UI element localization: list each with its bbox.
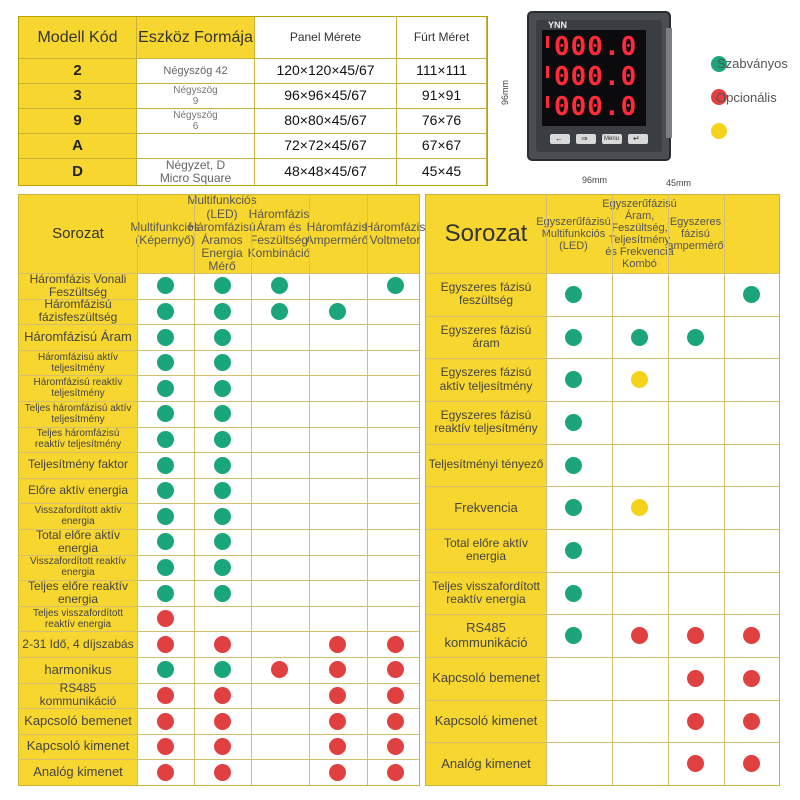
optional-dot (329, 713, 346, 730)
standard-dot (214, 585, 231, 602)
optional-dot (387, 764, 404, 781)
standard-dot (214, 559, 231, 576)
standard-dot (565, 585, 582, 602)
yellow-dot (631, 499, 648, 516)
feature-label: Egyszeres fázisú áram (440, 322, 532, 350)
column-header (724, 199, 779, 269)
standard-dot (157, 585, 174, 602)
standard-dot (271, 303, 288, 320)
optional-dot (743, 713, 760, 730)
display-line-3: 000.0 (554, 92, 638, 122)
feature-label: Kapcsoló kimenet (26, 738, 130, 754)
feature-label: Előre aktív energia (27, 483, 129, 497)
standard-dot (214, 380, 231, 397)
single-phase-feature-table (425, 194, 780, 786)
spec-shape: Négyszög 42 (137, 59, 255, 84)
feature-label: Total előre aktív energia (35, 527, 121, 555)
column-header: Egyszeres fázisú ampermérő (667, 215, 724, 253)
feature-label: Teljes visszafordított reaktív energia (32, 607, 124, 630)
feature-label: Teljes háromfázisú reaktív teljesítmény (34, 428, 122, 451)
column-divider (194, 195, 195, 785)
feature-label: Egyszeres fázisú aktív teljesítmény (439, 365, 533, 393)
feature-label: Total előre aktív energia (443, 536, 529, 564)
feature-label: Háromfázisú Áram (24, 328, 132, 344)
feature-label: Teljes visszafordított reaktív energia (431, 578, 541, 606)
spec-panel: 120×120×45/67 (255, 59, 397, 84)
menu-button-label: Menu (604, 136, 620, 142)
spec-hole: 111×111 (397, 59, 487, 84)
standard-dot (157, 431, 174, 448)
feature-label: Visszafordított reaktív energia (30, 556, 126, 579)
feature-label: Egyszeres fázisú reaktív teljesítmény (434, 408, 538, 436)
spec-panel: 48×48×45/67 (255, 159, 397, 185)
feature-label: Visszafordított aktív energia (34, 505, 122, 528)
optional-dot (329, 636, 346, 653)
spec-shape: Négyzet, D Micro Square (137, 159, 255, 185)
spec-panel: 96×96×45/67 (255, 84, 397, 109)
optional-dot (687, 755, 704, 772)
column-divider (137, 195, 138, 785)
standard-dot (157, 533, 174, 550)
optional-dot (687, 713, 704, 730)
dim-width-label: 96mm (582, 175, 608, 185)
spec-code: D (19, 159, 137, 185)
standard-dot (565, 371, 582, 388)
optional-dot (157, 636, 174, 653)
standard-dot (157, 661, 174, 678)
standard-dot (565, 542, 582, 559)
column-header: Multifunkciós (LED) Háromfázisú Áramos Energia Mérő (187, 193, 257, 274)
standard-dot (565, 457, 582, 474)
feature-label: 2-31 Idő, 4 díjszabás (22, 636, 134, 651)
optional-dot (214, 738, 231, 755)
spec-code: 2 (19, 59, 137, 84)
standard-dot (157, 508, 174, 525)
feature-label: Háromfázisú fázisfeszültség (38, 297, 118, 325)
header-panel-size: Panel Mérete (255, 17, 397, 59)
header-device-shape: Eszköz Formája (137, 17, 255, 59)
standard-dot (214, 508, 231, 525)
standard-dot (329, 303, 346, 320)
optional-dot (329, 661, 346, 678)
column-divider (668, 195, 669, 785)
standard-dot (214, 277, 231, 294)
feature-label: Egyszeres fázisú feszültség (440, 280, 532, 308)
standard-dot (687, 329, 704, 346)
standard-dot (157, 380, 174, 397)
optional-dot (387, 738, 404, 755)
dim-height-label: 96mm (500, 79, 510, 105)
spec-code: A (19, 134, 137, 159)
spec-shape: Négyszög 9 (137, 84, 255, 109)
optional-dot (387, 636, 404, 653)
feature-label: Kapcsoló bemenet (432, 670, 540, 686)
spec-shape (137, 134, 255, 159)
standard-dot (214, 354, 231, 371)
column-header: Egyszerűfázisú Multifunkciós (LED) (536, 215, 611, 253)
optional-dot (157, 610, 174, 627)
spec-panel: 80×80×45/67 (255, 109, 397, 134)
standard-dot (271, 277, 288, 294)
optional-dot (387, 713, 404, 730)
header-model-code: Modell Kód (19, 17, 137, 59)
column-header: Háromfázis Ampermérő (305, 219, 369, 247)
column-header: Háromfázis Áram és Feszültség Kombináció (247, 206, 311, 261)
feature-label: Háromfázisú reaktív teljesítmény (33, 377, 123, 400)
optional-dot (157, 687, 174, 704)
feature-label: Háromfázisú aktív teljesítmény (37, 351, 119, 374)
optional-dot (214, 636, 231, 653)
standard-dot (157, 277, 174, 294)
standard-dot (214, 303, 231, 320)
column-divider (367, 195, 368, 785)
feature-label: Analóg kimenet (33, 764, 123, 780)
optional-dot (214, 764, 231, 781)
legend-standard-label: Szabványos (717, 56, 788, 71)
spec-hole: 45×45 (397, 159, 487, 185)
meter-product-image (518, 8, 674, 168)
optional-dot (387, 661, 404, 678)
series-header: Sorozat (444, 219, 528, 247)
optional-dot (157, 764, 174, 781)
column-divider (612, 195, 613, 785)
feature-label: harmonikus (44, 661, 112, 677)
optional-dot (631, 627, 648, 644)
feature-label: Kapcsoló bemenet (24, 712, 132, 728)
standard-dot (743, 286, 760, 303)
column-header: Háromfázis Voltmetor (364, 219, 426, 247)
standard-dot (214, 431, 231, 448)
feature-label: Teljes előre reaktív energia (27, 578, 129, 606)
standard-dot (214, 661, 231, 678)
column-divider (309, 195, 310, 785)
column-header: Multifunkciós (Képernyő) (130, 219, 200, 247)
standard-dot (631, 329, 648, 346)
legend-third-dot (711, 123, 727, 139)
feature-label: Analóg kimenet (441, 755, 531, 771)
standard-dot (157, 457, 174, 474)
optional-dot (157, 738, 174, 755)
optional-dot (271, 661, 288, 678)
standard-dot (387, 277, 404, 294)
feature-label: Teljesítményi tényező (428, 457, 544, 472)
three-phase-feature-table (18, 193, 426, 786)
optional-dot (743, 627, 760, 644)
feature-label: RS485 kommunikáció (39, 681, 117, 709)
standard-dot (157, 405, 174, 422)
column-divider (724, 195, 725, 785)
column-divider (546, 195, 547, 785)
optional-dot (687, 627, 704, 644)
standard-dot (157, 303, 174, 320)
left-arrow-button-label: ← (555, 134, 563, 143)
spec-hole: 67×67 (397, 134, 487, 159)
display-line-2: 000.0 (554, 62, 638, 92)
optional-dot (743, 755, 760, 772)
standard-dot (214, 405, 231, 422)
optional-dot (214, 687, 231, 704)
standard-dot (214, 482, 231, 499)
optional-dot (329, 738, 346, 755)
standard-dot (565, 499, 582, 516)
optional-dot (687, 670, 704, 687)
standard-dot (214, 457, 231, 474)
legend-optional-label: Opcionális (716, 90, 777, 105)
enter-button-label: ↵ (633, 134, 640, 143)
spec-panel: 72×72×45/67 (255, 134, 397, 159)
feature-label: Kapcsoló kimenet (434, 712, 538, 728)
spec-shape: Négyszög 6 (137, 109, 255, 134)
yellow-dot (631, 371, 648, 388)
header-hole-size: Fúrt Méret (397, 17, 487, 59)
series-header: Sorozat (52, 224, 104, 242)
optional-dot (214, 713, 231, 730)
feature-label: Frekvencia (454, 499, 518, 515)
standard-dot (214, 329, 231, 346)
standard-dot (565, 627, 582, 644)
display-line-1: 000.0 (554, 32, 638, 62)
spec-hole: 76×76 (397, 109, 487, 134)
standard-dot (157, 559, 174, 576)
spec-code: 3 (19, 84, 137, 109)
right-arrow-button-label: ⇒ (581, 134, 588, 143)
standard-dot (157, 354, 174, 371)
feature-label: Teljesítmény faktor (27, 457, 129, 472)
brand-label: YNN (548, 20, 568, 30)
column-divider (251, 195, 252, 785)
standard-dot (565, 414, 582, 431)
feature-label: Teljes háromfázisú aktív teljesítmény (24, 402, 132, 425)
optional-dot (329, 764, 346, 781)
spec-code: 9 (19, 109, 137, 134)
standard-dot (157, 482, 174, 499)
standard-dot (565, 329, 582, 346)
feature-label: RS485 kommunikáció (444, 620, 528, 650)
optional-dot (329, 687, 346, 704)
standard-dot (214, 533, 231, 550)
dim-depth-label: 45mm (666, 178, 692, 188)
feature-label: Háromfázis Vonali Feszültség (29, 271, 127, 299)
standard-dot (157, 329, 174, 346)
spec-table (18, 16, 488, 186)
standard-dot (565, 286, 582, 303)
optional-dot (743, 670, 760, 687)
spec-hole: 91×91 (397, 84, 487, 109)
column-header: Egyszerűfázisú Áram, Feszültség, Teljesítmény és Frekvencia Kombó (602, 197, 677, 271)
optional-dot (157, 713, 174, 730)
optional-dot (387, 687, 404, 704)
